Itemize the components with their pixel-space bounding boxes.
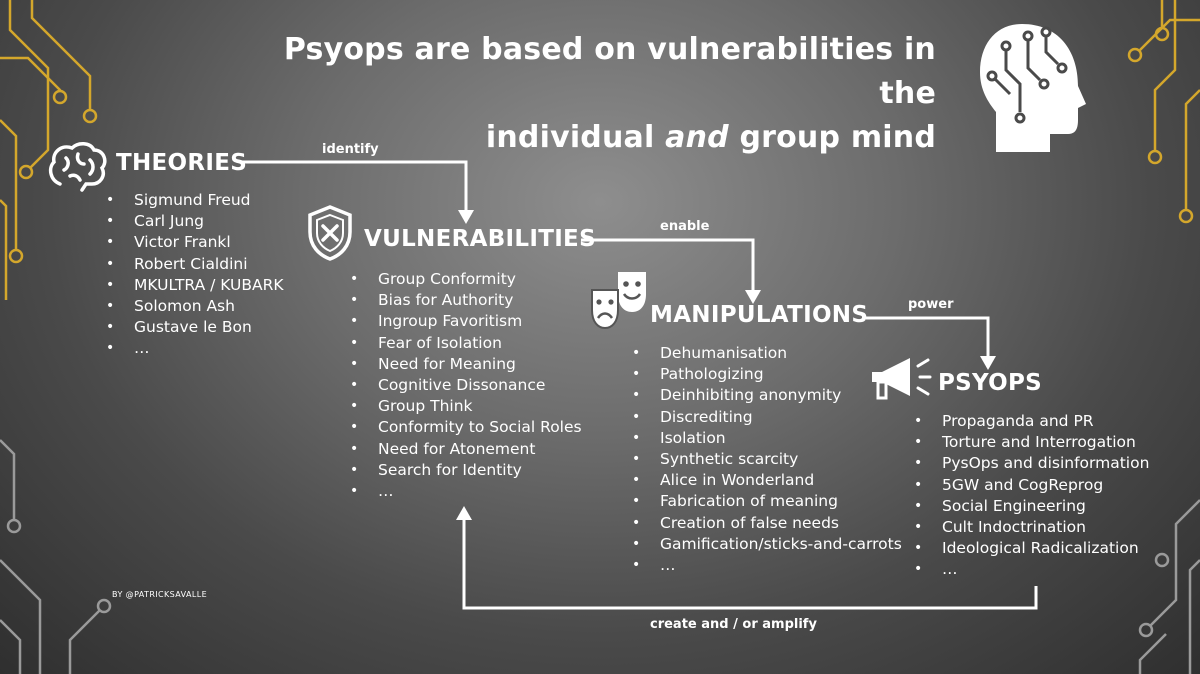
vulnerabilities-list-item: • Group Conformity bbox=[350, 269, 582, 290]
manipulations-list-item: • Synthetic scarcity bbox=[632, 449, 902, 470]
title-line-2-end: group mind bbox=[728, 120, 936, 155]
psyops-list-item: • 5GW and CogReprog bbox=[914, 475, 1149, 496]
circuit-head-icon bbox=[976, 20, 1088, 156]
manipulations-list-item: • Creation of false needs bbox=[632, 513, 902, 534]
vulnerabilities-list-item: • Fear of Isolation bbox=[350, 333, 582, 354]
theories-list-item: • Carl Jung bbox=[106, 211, 284, 232]
feedback-label: create and / or amplify bbox=[650, 617, 817, 632]
psyops-list-item: • Propaganda and PR bbox=[914, 411, 1149, 432]
vulnerabilities-list-item: • Search for Identity bbox=[350, 460, 582, 481]
vulnerabilities-list bbox=[350, 269, 582, 502]
psyops-list-item: • Social Engineering bbox=[914, 496, 1149, 517]
title-emphasis: and bbox=[665, 120, 729, 155]
vulnerabilities-list-item: • Need for Atonement bbox=[350, 439, 582, 460]
vulnerabilities-list-item: • Group Think bbox=[350, 396, 582, 417]
theories-list-item: • Robert Cialdini bbox=[106, 254, 284, 275]
vulnerabilities-list-item: • Need for Meaning bbox=[350, 354, 582, 375]
vulnerabilities-list-item: • Cognitive Dissonance bbox=[350, 375, 582, 396]
vulnerabilities-list-item: • Conformity to Social Roles bbox=[350, 417, 582, 438]
title-line-2-start: individual bbox=[485, 120, 666, 155]
enable-label: enable bbox=[660, 219, 710, 234]
manipulations-list-item: • Isolation bbox=[632, 428, 902, 449]
brain-icon bbox=[46, 140, 108, 192]
theories-list-item: • Victor Frankl bbox=[106, 232, 284, 253]
vulnerabilities-list-item: • Bias for Authority bbox=[350, 290, 582, 311]
manipulations-list-item: • … bbox=[632, 555, 902, 576]
theories-list-item: • Gustave le Bon bbox=[106, 317, 284, 338]
theories-list-item: • Sigmund Freud bbox=[106, 190, 284, 211]
psyops-heading: PSYOPS bbox=[938, 370, 1043, 396]
psyops-list-item: • Ideological Radicalization bbox=[914, 538, 1149, 559]
circuit-decoration-left bbox=[0, 0, 110, 674]
page-title bbox=[230, 28, 936, 160]
manipulations-list bbox=[632, 343, 902, 576]
author-credit: BY @PATRICKSAVALLE bbox=[112, 590, 208, 599]
psyops-list bbox=[914, 411, 1149, 581]
vulnerabilities-heading: VULNERABILITIES bbox=[364, 226, 596, 252]
manipulations-list-item: • Alice in Wonderland bbox=[632, 470, 902, 491]
psyops-list-item: • PysOps and disinformation bbox=[914, 453, 1149, 474]
megaphone-icon bbox=[868, 352, 932, 404]
vulnerabilities-list-item: • Ingroup Favoritism bbox=[350, 311, 582, 332]
psyops-list-item: • Cult Indoctrination bbox=[914, 517, 1149, 538]
manipulations-list-item: • Dehumanisation bbox=[632, 343, 902, 364]
manipulations-heading: MANIPULATIONS bbox=[650, 302, 869, 328]
theories-list bbox=[106, 190, 284, 360]
psyops-list-item: • Torture and Interrogation bbox=[914, 432, 1149, 453]
psyops-list-item: • … bbox=[914, 559, 1149, 580]
title-line-1: Psyops are based on vulnerabilities in the bbox=[283, 32, 936, 111]
shield-x-icon bbox=[306, 204, 354, 262]
vulnerabilities-list-item: • … bbox=[350, 481, 582, 502]
manipulations-list-item: • Deinhibiting anonymity bbox=[632, 385, 902, 406]
theories-list-item: • Solomon Ash bbox=[106, 296, 284, 317]
manipulations-list-item: • Gamification/sticks-and-carrots bbox=[632, 534, 902, 555]
theories-heading: THEORIES bbox=[116, 150, 248, 176]
power-label: power bbox=[908, 297, 954, 312]
manipulations-list-item: • Pathologizing bbox=[632, 364, 902, 385]
identify-label: identify bbox=[322, 142, 379, 157]
theater-masks-icon bbox=[588, 268, 652, 332]
manipulations-list-item: • Discrediting bbox=[632, 407, 902, 428]
theories-list-item: • MKULTRA / KUBARK bbox=[106, 275, 284, 296]
theories-list-item: • … bbox=[106, 338, 284, 359]
manipulations-list-item: • Fabrication of meaning bbox=[632, 491, 902, 512]
